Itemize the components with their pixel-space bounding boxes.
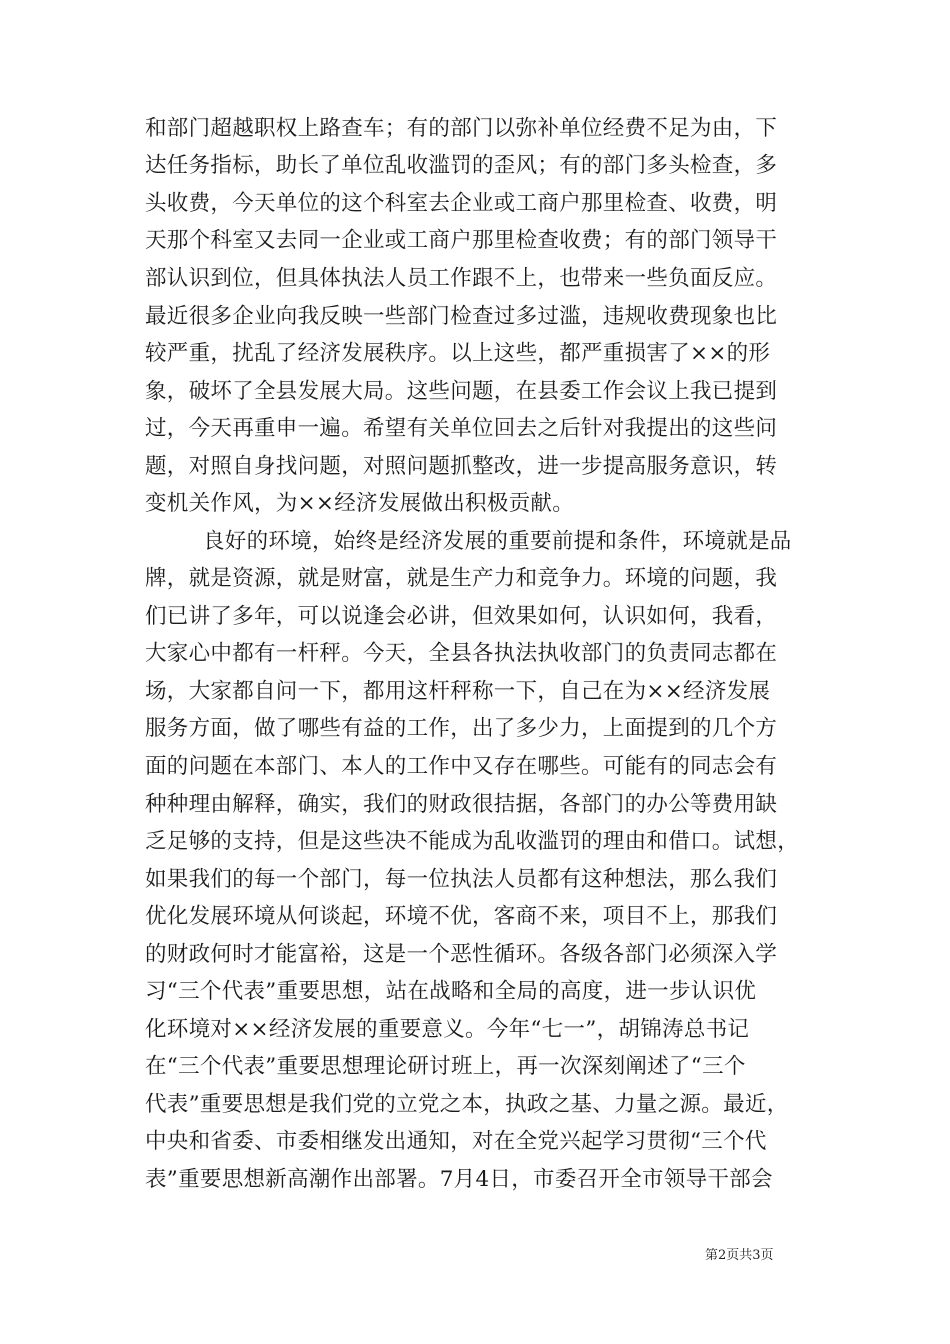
body-text-line: 部认识到位，但具体执法人员工作跟不上，也带来一些负面反应。	[145, 266, 778, 291]
body-text-line: 在“三个代表”重要思想理论研讨班上，再一次深刻阐述了“三个	[145, 1054, 746, 1079]
body-text-line: 达任务指标，助长了单位乱收滥罚的歪风；有的部门多头检查，多	[145, 153, 778, 178]
body-text-line: 习“三个代表”重要思想，站在战略和全局的高度，进一步认识优	[145, 979, 757, 1004]
body-text-line: 面的问题在本部门、本人的工作中又存在哪些。可能有的同志会有	[145, 754, 778, 779]
body-text-line: 和部门超越职权上路查车；有的部门以弥补单位经费不足为由，下	[145, 116, 778, 141]
body-text-line: 们已讲了多年，可以说逢会必讲，但效果如何，认识如何，我看，	[145, 604, 778, 629]
body-text-line: 如果我们的每一个部门，每一位执法人员都有这种想法，那么我们	[145, 867, 778, 892]
body-text-line: 过，今天再重申一遍。希望有关单位回去之后针对我提出的这些问	[145, 416, 778, 441]
body-text-line: 服务方面，做了哪些有益的工作，出了多少力，上面提到的几个方	[145, 716, 778, 741]
body-text-line: 的财政何时才能富裕，这是一个恶性循环。各级各部门必须深入学	[145, 942, 778, 967]
body-text-line: 种种理由解释，确实，我们的财政很拮据，各部门的办公等费用缺	[145, 792, 778, 817]
body-text-line: 化环境对××经济发展的重要意义。今年“七一”，胡锦涛总书记	[145, 1017, 750, 1042]
body-text-line: 最近很多企业向我反映一些部门检查过多过滥，违规收费现象也比	[145, 304, 778, 329]
body-text-line: 优化发展环境从何谈起，环境不优，客商不来，项目不上，那我们	[145, 904, 778, 929]
page-number-footer: 第2页共3页	[705, 1248, 774, 1263]
body-text-line: 代表”重要思想是我们党的立党之本，执政之基、力量之源。最近，	[145, 1092, 789, 1117]
body-text-line: 较严重，扰乱了经济发展秩序。以上这些，都严重损害了××的形	[145, 341, 771, 366]
body-text-line: 中央和省委、市委相继发出通知，对在全党兴起学习贯彻“三个代	[145, 1129, 767, 1154]
body-text-line: 表”重要思想新高潮作出部署。7月4日，市委召开全市领导干部会	[145, 1167, 773, 1192]
body-text-line: 题，对照自身找问题，对照问题抓整改，进一步提高服务意识，转	[145, 454, 778, 479]
body-text-line: 乏足够的支持，但是这些决不能成为乱收滥罚的理由和借口。试想，	[145, 829, 800, 854]
body-text-line: 象，破坏了全县发展大局。这些问题，在县委工作会议上我已提到	[145, 379, 778, 404]
paragraph-first-line: 良好的环境，始终是经济发展的重要前提和条件，环境就是品	[203, 529, 792, 554]
body-text-line: 牌，就是资源，就是财富，就是生产力和竞争力。环境的问题，我	[145, 566, 778, 591]
body-text-line: 场，大家都自问一下，都用这杆秤称一下，自己在为××经济发展	[145, 679, 771, 704]
body-text-line: 天那个科室又去同一企业或工商户那里检查收费；有的部门领导干	[145, 228, 778, 253]
body-text-line: 头收费，今天单位的这个科室去企业或工商户那里检查、收费，明	[145, 191, 778, 216]
body-text-line: 大家心中都有一杆秤。今天，全县各执法执收部门的负责同志都在	[145, 641, 778, 666]
body-text-line: 变机关作风，为××经济发展做出积极贡献。	[145, 491, 575, 516]
